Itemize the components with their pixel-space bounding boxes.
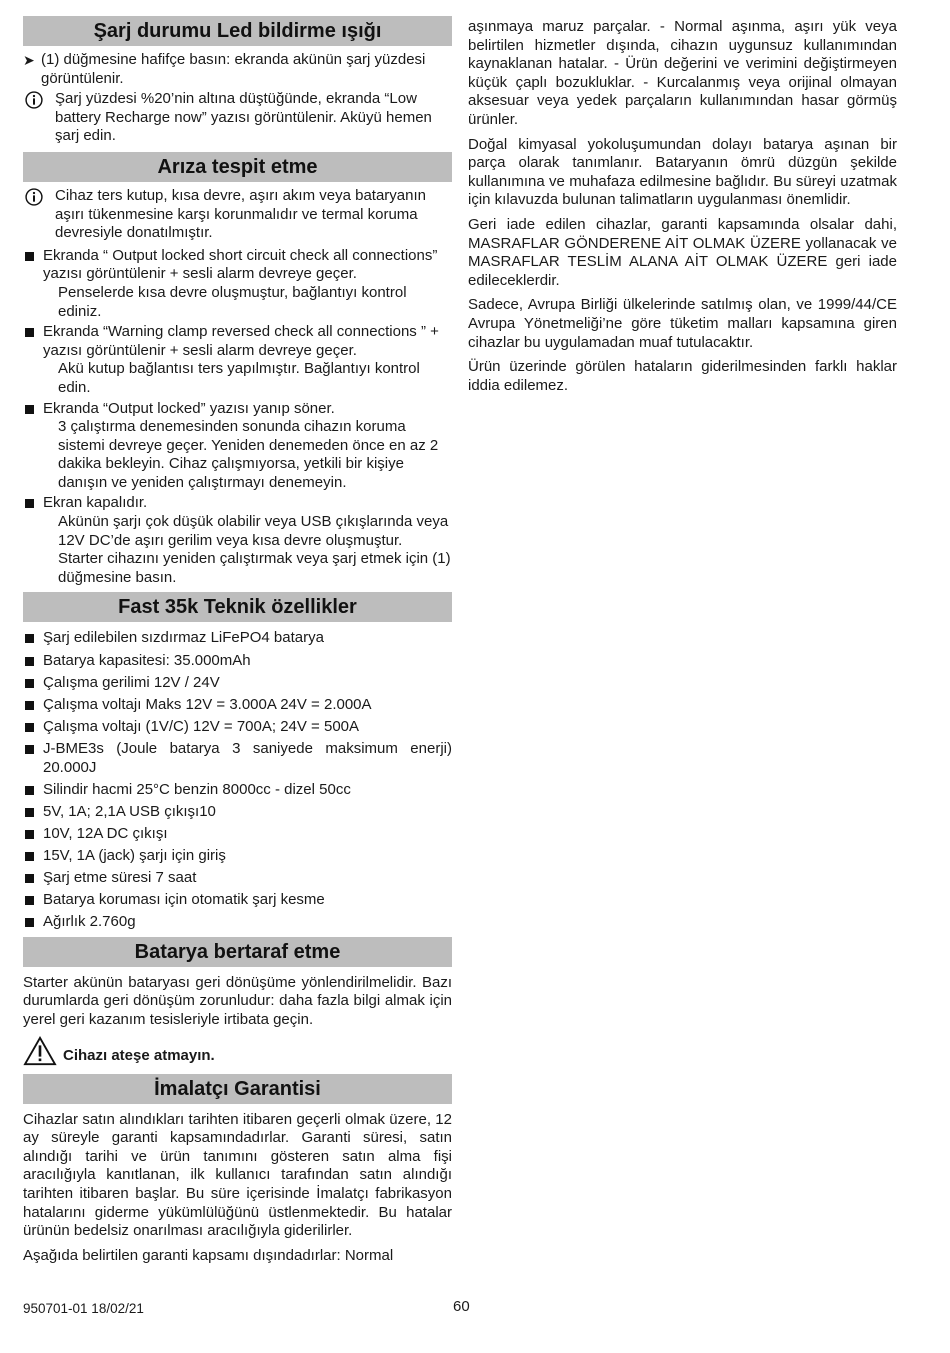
spec-item: Ağırlık 2.760g (23, 913, 452, 932)
arrow-list-item: ➤ (1) düğmesine hafifçe basın: ekranda akünün şarj yüzdesi görüntülenir. (23, 51, 426, 87)
spec-item: Çalışma gerilimi 12V / 24V (23, 674, 452, 693)
section-title-garanti: İmalatçı Garantisi (23, 1074, 452, 1104)
spec-item: 15V, 1A (jack) şarjı için giriş (23, 847, 452, 866)
document-code: 950701-01 18/02/21 (23, 1301, 144, 1316)
spec-item: Çalışma voltajı Maks 12V = 3.000A 24V = 2.000A (23, 696, 452, 715)
spec-item: J-BME3s (Joule batarya 3 saniyede maksimum enerji) 20.000J (23, 740, 452, 777)
section-title-ariza: Arıza tespit etme (23, 152, 452, 182)
square-bullet-icon (25, 679, 34, 688)
warranty-paragraph: Ürün üzerinde görülen hataların giderilmesinden farklı haklar iddia edilemez. (468, 358, 897, 394)
page-number: 60 (453, 1298, 470, 1315)
square-bullet-icon (25, 252, 34, 261)
fault-item: Ekran kapalıdır. Akünün şarjı çok düşük olabilir veya USB çıkışlarında veya 12V DC’de aşırı gerilim veya kısa devre oluşmuştur. Starter cihazını yeniden çalıştırmak veya şarj etmek için (1) düğmesine basın. (23, 494, 452, 587)
spec-item: Çalışma voltajı (1V/C) 12V = 700A; 24V = 500A (23, 718, 452, 737)
square-bullet-icon (25, 830, 34, 839)
square-bullet-icon (25, 745, 34, 754)
square-bullet-icon (25, 896, 34, 905)
spec-item: Şarj etme süresi 7 saat (23, 869, 452, 888)
section-title-teknik: Fast 35k Teknik özellikler (23, 592, 452, 622)
spec-item: 5V, 1A; 2,1A USB çıkışı10 (23, 803, 452, 822)
spec-item: Batarya kapasitesi: 35.000mAh (23, 652, 452, 671)
section-garanti (23, 1074, 452, 1266)
fault-item: Ekranda “Output locked” yazısı yanıp söner. 3 çalıştırma denemesinden sonunda cihazın koruma sistemi devreye geçer. Yeniden denemeden önce en az 2 dakika bekleyin. Cihaz çalışmıyorsa, yetkili bir kişiye danışın ve yeniden çalıştırmayı denemeyin. (23, 400, 452, 493)
warranty-paragraph: Doğal kimyasal yokoluşumundan dolayı batarya aşınan bir parça olarak tanımlanır. Bataryanın ömrü düzgün şekilde kullanımına ve muhafaza edilmesine bağlıdır. Bu süreyi uzatmak için kılavuzda bulunan talimatların uygulanması önemlidir. (468, 135, 897, 209)
square-bullet-icon (25, 328, 34, 337)
square-bullet-icon (25, 701, 34, 710)
fire-warning: Cihazı ateşe atmayın. (23, 1036, 452, 1068)
square-bullet-icon (25, 918, 34, 927)
arrow-right-icon: ➤ (23, 52, 35, 68)
fault-item: Ekranda “ Output locked short circuit check all connections” yazısı görüntülenir + sesli alarm devreye geçer. Penselerde kısa devre oluşmuştur, bağlantıyı kontrol ediniz. (23, 247, 452, 321)
warranty-paragraph: Cihazlar satın alındıkları tarihten itibaren geçerli olmak üzere, 12 ay süreyle garanti kapsamındadırlar. Garanti süresi, satın alındığı tarihi ve ürün tanımını gösteren satın alma fişi aracılığıyla kanıtlanan, ilk kullanıcı tarafından satın alındığı tarihten itibaren başlar. Bu süre içerisinde İmalatçı fabrikasyon hatalarını giderme yükümlülüğünü üstlenmektedir. Bu hatalar ürünün bedelsiz onarılması aracılığıyla giderilirler. (23, 1110, 452, 1240)
spec-item: 10V, 12A DC çıkışı (23, 825, 452, 844)
square-bullet-icon (25, 634, 34, 643)
section-teknik (23, 592, 452, 931)
section-bertaraf (23, 937, 452, 1068)
section-sarj-durumu (23, 16, 452, 146)
left-column (23, 16, 452, 1271)
square-bullet-icon (25, 874, 34, 883)
warranty-paragraph: aşınmaya maruz parçalar. - Normal aşınma, aşırı yük veya belirtilen hizmetler dışında, cihazın uygunsuz kullanımından kaynaklanan hatalar. - Ürün değerini ve verimini değiştirmeyen küçük çaplı bozukluklar. - Kurcalanmış veya orijinal olmayan aksesuar veya yedek parçaların kullanımından hasar görmüş ürünler. (468, 18, 897, 128)
square-bullet-icon (25, 786, 34, 795)
info-note-ariza: Cihaz ters kutup, kısa devre, aşırı akım veya bataryanın aşırı tükenmesine karşı korunmalıdır ve termal koruma devresiyle donatılmıştır. (23, 187, 452, 243)
section-ariza (23, 152, 452, 587)
info-icon (25, 188, 43, 206)
disposal-paragraph: Starter akünün bataryası geri dönüşüme yönlendirilmelidir. Bazı durumlarda geri dönüşüm zorunludur: daha fazla bilgi almak için yerel geri kazanım tesisleriyle irtibata geçin. (23, 973, 452, 1028)
warranty-paragraph: Sadece, Avrupa Birliği ülkelerinde satılmış olan, ve 1999/44/CE Avrupa Yönetmeliği’ne göre tüketim malları kapsamına giren cihazlar bu uygulamadan muaf tutulacaktır. (468, 296, 897, 351)
warranty-paragraph: Geri iade edilen cihazlar, garanti kapsamında olsalar dahi, MASRAFLAR GÖNDERENE AİT OLMAK ÜZERE yollanacak ve MASRAFLAR TESLİM ALANA AİT OLMAK ÜZERE geri iade edileceklerdir. (468, 215, 897, 289)
fault-item: Ekranda “Warning clamp reversed check all connections ” + yazısı görüntülenir + sesli alarm devreye geçer. Akü kutup bağlantısı ters yapılmıştır. Bağlantıyı kontrol edin. (23, 323, 452, 397)
spec-item: Batarya koruması için otomatik şarj kesme (23, 891, 452, 910)
warranty-paragraph: Aşağıda belirtilen garanti kapsamı dışındadırlar: Normal (23, 1246, 394, 1264)
square-bullet-icon (25, 852, 34, 861)
spec-item: Şarj edilebilen sızdırmaz LiFePO4 batarya (23, 629, 452, 648)
square-bullet-icon (25, 808, 34, 817)
square-bullet-icon (25, 657, 34, 666)
warning-triangle-icon (23, 1036, 57, 1066)
info-icon (25, 91, 43, 109)
spec-item: Silindir hacmi 25°C benzin 8000cc - dizel 50cc (23, 781, 452, 800)
info-note-sarj: Şarj yüzdesi %20’nin altına düştüğünde, ekranda “Low battery Recharge now” yazısı görüntülenir. Aküyü hemen şarj edin. (23, 90, 452, 146)
square-bullet-icon (25, 499, 34, 508)
square-bullet-icon (25, 405, 34, 414)
right-column (468, 18, 897, 401)
square-bullet-icon (25, 723, 34, 732)
section-title-bertaraf: Batarya bertaraf etme (23, 937, 452, 967)
section-title-sarj-durumu: Şarj durumu Led bildirme ışığı (23, 16, 452, 46)
